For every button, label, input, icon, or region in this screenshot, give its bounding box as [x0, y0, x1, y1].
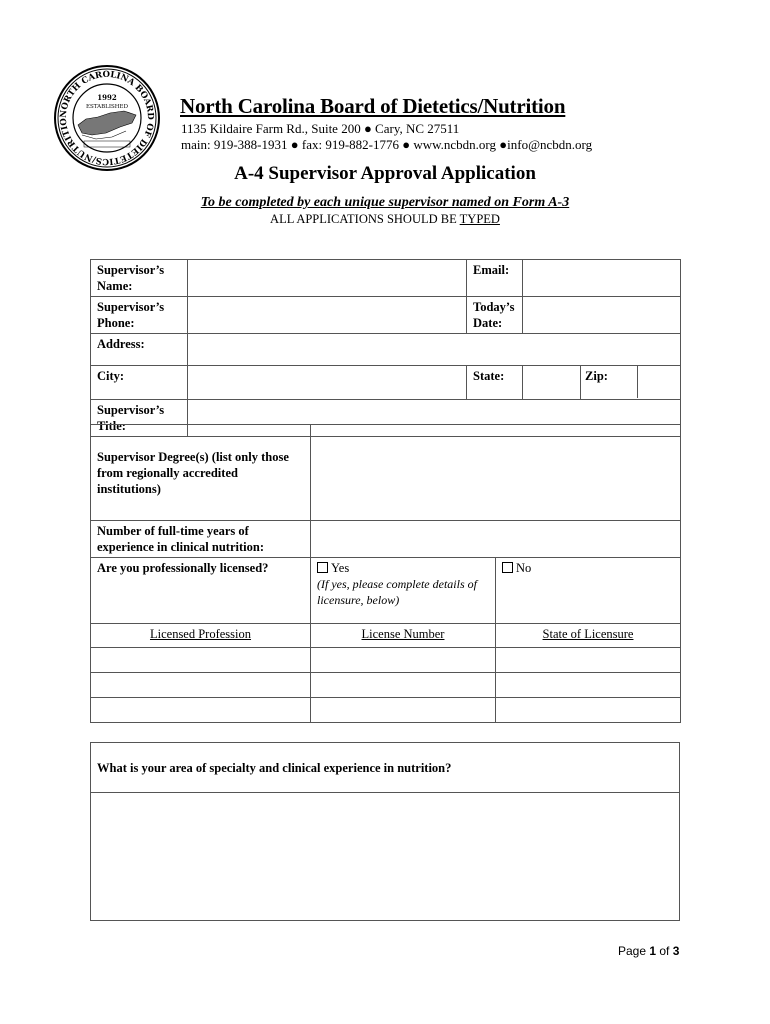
yes-label: Yes — [331, 561, 350, 575]
yes-note: (If yes, please complete details of licensure, below) — [317, 577, 477, 607]
supervisor-name-field[interactable] — [188, 260, 467, 297]
col-license-number: License Number — [311, 624, 496, 648]
typed-instruction — [0, 212, 770, 227]
col-state-of-licensure: State of Licensure — [496, 624, 681, 648]
page-of: of — [656, 944, 673, 958]
license-row-3-state[interactable] — [496, 698, 681, 723]
zip-label: Zip: — [581, 366, 638, 398]
supervisor-info-table — [90, 259, 681, 437]
credentials-table — [90, 424, 681, 723]
page-current: 1 — [649, 944, 657, 958]
years-experience-label: Number of full-time years of experience in clinical nutrition: — [91, 521, 311, 558]
license-row-1-state[interactable] — [496, 648, 681, 673]
page-total: 3 — [672, 944, 680, 958]
seal-ring-text: NORTH CAROLINA BOARD OF DIETETICS/NUTRITIO — [58, 69, 156, 167]
contact-line: main: 919-388-1931 ● fax: 919-882-1776 ● www.ncbdn.org ●info@ncbdn.org — [181, 137, 593, 152]
license-row-3-number[interactable] — [311, 698, 496, 723]
form-title: A-4 Supervisor Approval Application — [234, 163, 536, 184]
email-label: Email: — [467, 260, 523, 297]
supervisor-title-label: Supervisor’s Title: — [91, 400, 188, 437]
license-row-2-profession[interactable] — [91, 673, 311, 698]
page-number — [618, 944, 679, 958]
supervisor-phone-field[interactable] — [188, 297, 467, 334]
seal-year: 1992 — [97, 93, 117, 102]
licensed-question-label: Are you professionally licensed? — [91, 558, 311, 624]
instruction-emphasis: TYPED — [459, 212, 500, 226]
zip-field[interactable] — [638, 366, 681, 398]
col-licensed-profession: Licensed Profession — [91, 624, 311, 648]
board-seal-logo — [52, 63, 162, 173]
supervisor-name-label: Supervisor’s Name: — [91, 260, 188, 297]
seal-established: ESTABLISHED — [86, 104, 128, 110]
license-row-1-profession[interactable] — [91, 648, 311, 673]
state-field[interactable] — [523, 366, 581, 400]
email-field[interactable] — [523, 260, 681, 297]
license-row-3-profession[interactable] — [91, 698, 311, 723]
address-line: 1135 Kildaire Farm Rd., Suite 200 ● Cary, NC 27511 — [181, 121, 460, 136]
specialty-table — [90, 742, 680, 921]
licensed-no-option[interactable] — [496, 558, 681, 624]
organization-name: North Carolina Board of Dietetics/Nutrition — [180, 94, 566, 118]
city-field[interactable] — [188, 366, 467, 400]
degrees-label: Supervisor Degree(s) (list only those from regionally accredited institutions) — [91, 425, 311, 521]
todays-date-label: Today’s Date: — [467, 297, 523, 334]
address-field[interactable] — [188, 334, 681, 366]
license-row-2-number[interactable] — [311, 673, 496, 698]
specialty-answer-field[interactable] — [91, 793, 680, 921]
yes-checkbox[interactable] — [317, 562, 328, 573]
zip-cell — [581, 366, 681, 400]
license-row-2-state[interactable] — [496, 673, 681, 698]
instruction-prefix: ALL APPLICATIONS SHOULD BE — [270, 212, 460, 226]
licensed-yes-option[interactable] — [311, 558, 496, 624]
form-subtitle: To be completed by each unique supervisor named on Form A-3 — [200, 195, 570, 210]
city-label: City: — [91, 366, 188, 400]
supervisor-phone-label: Supervisor’s Phone: — [91, 297, 188, 334]
specialty-question: What is your area of specialty and clinical experience in nutrition? — [91, 743, 680, 793]
no-checkbox[interactable] — [502, 562, 513, 573]
years-experience-field[interactable] — [311, 521, 681, 558]
degrees-field[interactable] — [311, 425, 681, 521]
state-label: State: — [467, 366, 523, 400]
todays-date-field[interactable] — [523, 297, 681, 334]
page-prefix: Page — [618, 944, 650, 958]
address-label: Address: — [91, 334, 188, 366]
license-row-1-number[interactable] — [311, 648, 496, 673]
no-label: No — [516, 561, 532, 575]
